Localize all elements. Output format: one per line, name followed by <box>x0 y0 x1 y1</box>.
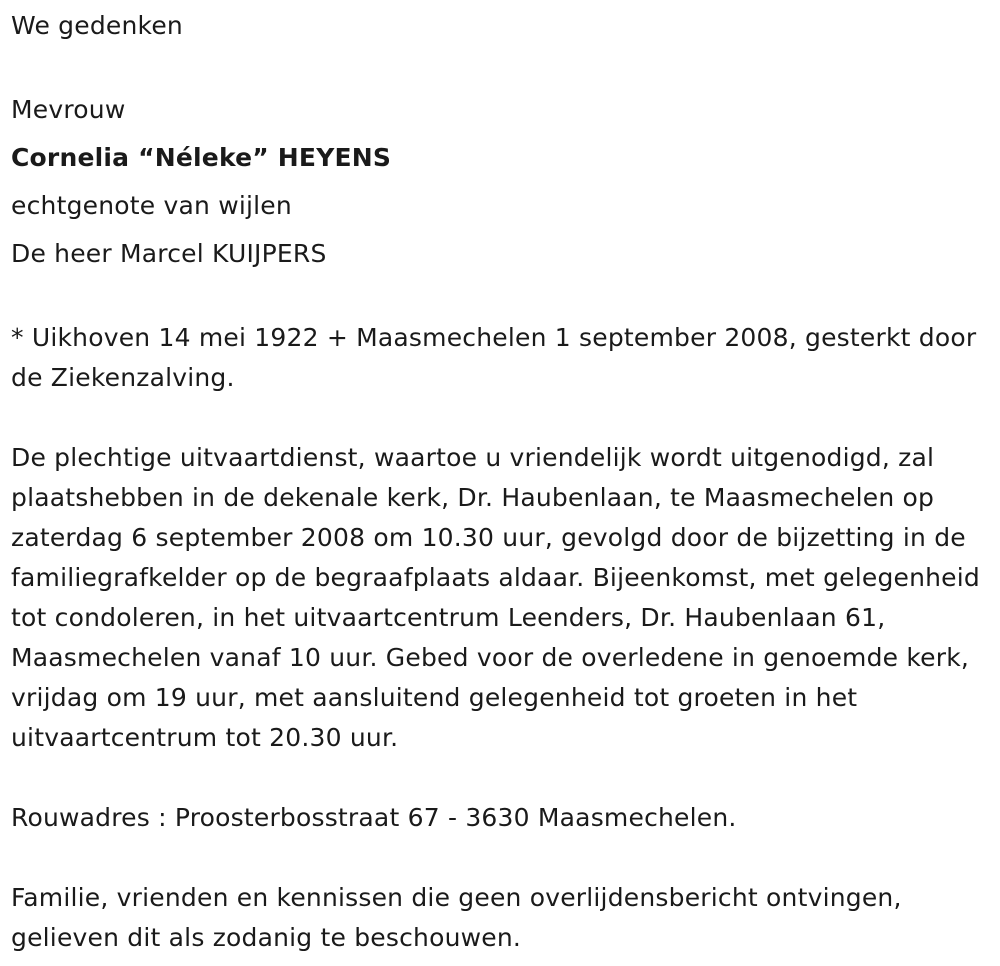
spacer <box>11 758 986 798</box>
notice-heading: We gedenken <box>11 11 183 40</box>
mourning-address: Rouwadres : Proosterbosstraat 67 - 3630 Maasmechelen. <box>11 803 737 832</box>
closing-note: Familie, vrienden en kennissen die geen overlijdensbericht ontvingen, gelieven dit als zodanig te beschouwen. <box>11 883 902 952</box>
relation-text: echtgenote van wijlen <box>11 191 292 220</box>
life-dates: * Uikhoven 14 mei 1922 + Maasmechelen 1 september 2008, gesterkt door de Ziekenzalving. <box>11 323 977 392</box>
service-details: De plechtige uitvaartdienst, waartoe u vriendelijk wordt uitgenodigd, zal plaatshebben in de dekenale kerk, Dr. Haubenlaan, te Maasmechelen op zaterdag 6 september 2008 om 10.30 uur, gevolgd door de bijzetting in de familiegrafkelder op de begraafplaats aldaar. Bijeenkomst, met gelegenheid tot condoleren, in het uitvaartcentrum Leenders, Dr. Haubenlaan 61, Maasmechelen vanaf 10 uur. Gebed voor de overledene in genoemde kerk, vrijdag om 19 uur, met aansluitend gelegenheid tot groeten in het uitvaartcentrum tot 20.30 uur. <box>11 443 980 752</box>
salutation: Mevrouw <box>11 95 126 124</box>
deceased-name: Cornelia “Néleke” HEYENS <box>11 143 392 172</box>
spacer <box>11 278 986 318</box>
spacer <box>11 838 986 878</box>
spacer <box>11 46 986 86</box>
spacer <box>11 398 986 438</box>
death-notice <box>11 6 986 958</box>
spouse-name: De heer Marcel KUIJPERS <box>11 239 327 268</box>
